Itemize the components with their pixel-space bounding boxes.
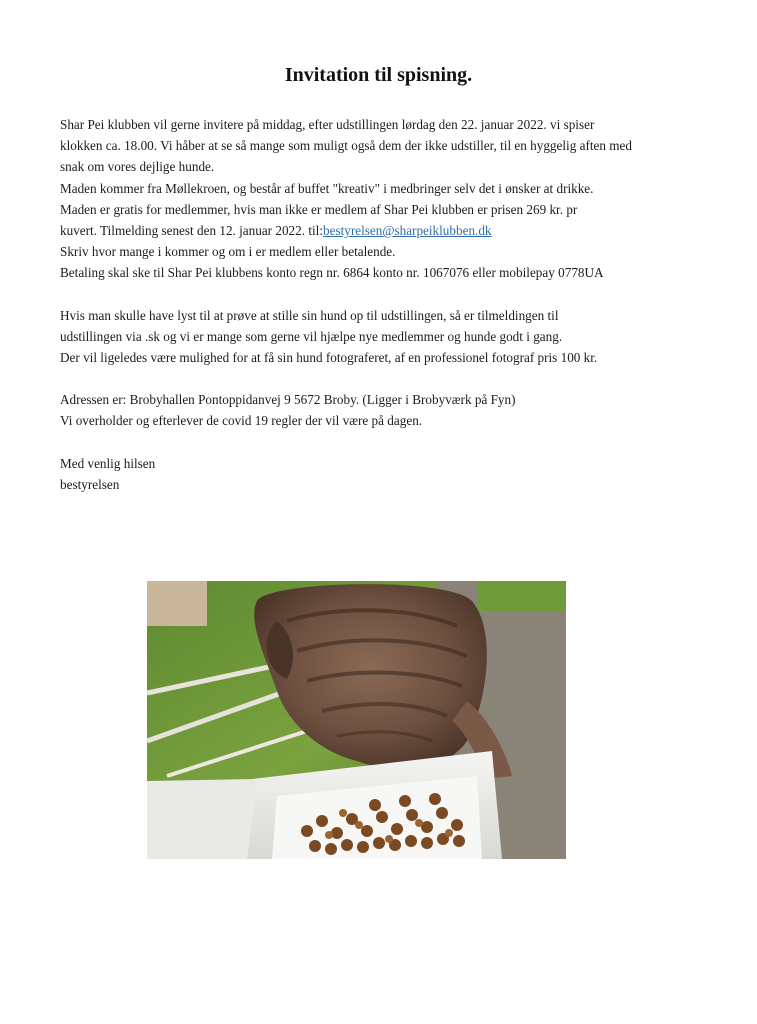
text-line: Betaling skal ske til Shar Pei klubbens konto regn nr. 6864 konto nr. 1067076 eller mobilepay 0778UA [60,265,604,281]
text-line: Adressen er: Brobyhallen Pontoppidanvej 9 5672 Broby. (Ligger i Brobyværk på Fyn) [60,392,516,408]
paragraph-gap [60,432,720,453]
closing-signature: bestyrelsen [60,476,120,492]
paragraph-gap [60,284,720,305]
text-line: Hvis man skulle have lyst til at prøve at stille sin hund op til udstillingen, så er tilmeldingen til [60,307,559,323]
text-line: Skriv hvor mange i kommer og om i er medlem eller betalende. [60,244,396,260]
document-body [60,114,720,495]
text-line: klokken ca. 18.00. Vi håber at se så mange som muligt også dem der ikke udstiller, til en hyggelig aften med [60,138,632,154]
text-line: Maden kommer fra Møllekroen, og består af buffet "kreativ" i medbringer selv det i ønsker at drikke. [60,180,594,196]
text-line: snak om vores dejlige hunde. [60,159,215,175]
document-title: Invitation til spisning. [284,64,473,86]
dog-photo-illustration [147,581,566,859]
text-line: udstillingen via .sk og vi er mange som gerne vil hjælpe nye medlemmer og hunde godt i gang. [60,328,563,344]
closing-greeting: Med venlig hilsen [60,455,156,471]
text-line: Shar Pei klubben vil gerne invitere på middag, efter udstillingen lørdag den 22. januar 2022. vi spiser [60,117,595,132]
shar-pei-eating-photo [147,581,566,859]
text-line: Der vil ligeledes være mulighed for at få sin hund fotograferet, af en professionel fotograf pris 100 kr. [60,350,598,366]
text-line: Vi overholder og efterlever de covid 19 regler der vil være på dagen. [60,413,423,429]
paragraph-gap [60,368,720,389]
signup-line [60,220,720,241]
signup-text: kuvert. Tilmelding senest den 12. januar 2022. til: [60,223,323,239]
email-link[interactable]: bestyrelsen@sharpeiklubben.dk [323,223,492,239]
text-line: Maden er gratis for medlemmer, hvis man ikke er medlem af Shar Pei klubben er prisen 269 kr. pr [60,201,578,217]
